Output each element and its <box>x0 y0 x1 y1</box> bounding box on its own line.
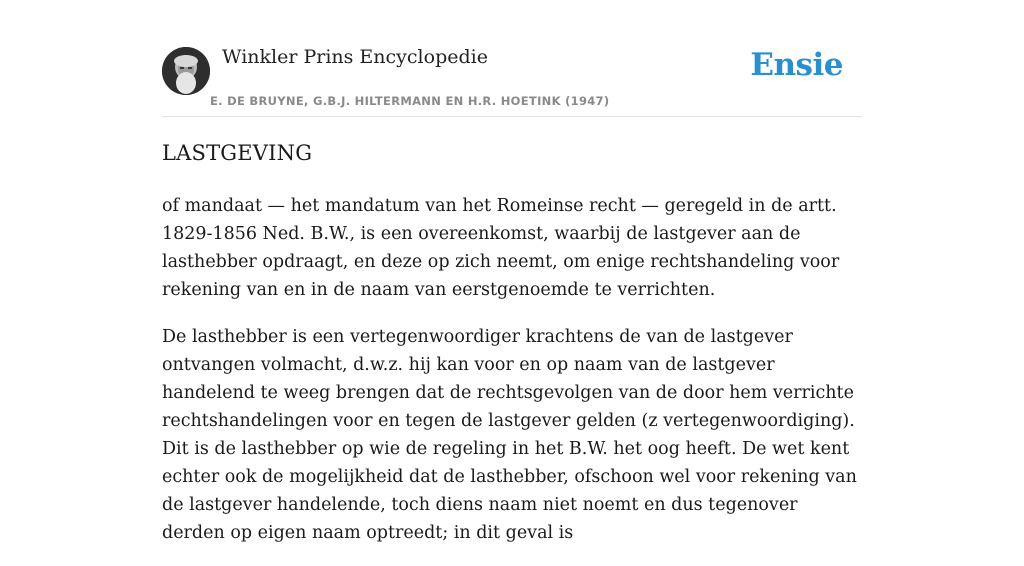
article-page <box>162 0 862 543</box>
source-authors: E. DE BRUYNE, G.B.J. HILTERMANN EN H.R. HOETINK (1947) <box>210 94 610 108</box>
entry-paragraph: of mandaat — het mandatum van het Romeinse recht — geregeld in de artt. 1829-1856 Ned. B.W., is een overeenkomst, waarbij de lastgever aan de lasthebber opdraagt, en deze op zich neemt, om enige rechtshandeling voor rekening van en in de naam van eerstgenoemde te verrichten. <box>162 196 840 300</box>
source-header <box>162 0 862 117</box>
source-title[interactable]: Winkler Prins Encyclopedie <box>222 46 488 68</box>
entry-paragraph: De lasthebber is een vertegenwoordiger krachtens de van de lastgever ontvangen volmacht, d.w.z. hij kan voor en op naam van de lastgever handelend te weeg brengen dat de rechtsgevolgen van de door hem verrichte rechtshandelingen voor en tegen de lastgever gelden (z vertegenwoordiging). Dit is de lasthebber op wie de regeling in het B.W. het oog heeft. De wet kent echter ook de mogelijkheid dat de lasthebber, ofschoon wel voor rekening van de lastgever handelende, toch diens naam niet noemt en dus tegenover derden op eigen naam optreedt; in dit geval is <box>162 327 857 543</box>
ensie-logo[interactable]: Ensie <box>750 47 843 83</box>
entry-title: LASTGEVING <box>162 141 313 165</box>
portrait-icon <box>162 47 210 95</box>
entry-body <box>162 192 862 566</box>
author-avatar[interactable] <box>162 47 210 95</box>
